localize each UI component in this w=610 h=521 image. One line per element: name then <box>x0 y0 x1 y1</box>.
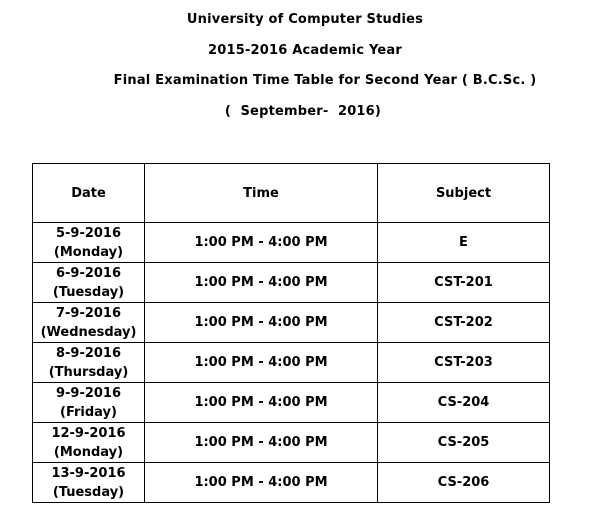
exam-day: (Tuesday) <box>52 284 125 300</box>
table-row <box>33 383 550 423</box>
time-cell: 1:00 PM - 4:00 PM <box>145 423 378 463</box>
date-cell <box>33 423 145 463</box>
exam-timetable <box>32 163 550 503</box>
academic-year: 2015-2016 Academic Year <box>207 43 402 58</box>
exam-date: 5-9-2016 <box>55 225 122 241</box>
exam-day: (Monday) <box>53 244 124 260</box>
date-cell <box>33 463 145 503</box>
table-row <box>33 303 550 343</box>
exam-day: (Thursday) <box>48 364 129 380</box>
column-header-subject: Subject <box>378 164 550 223</box>
exam-day: (Wednesday) <box>40 324 137 340</box>
timetable-title: Final Examination Time Table for Second Year ( B.C.Sc. ) <box>113 73 537 88</box>
column-header-time: Time <box>145 164 378 223</box>
date-cell <box>33 383 145 423</box>
time-cell: 1:00 PM - 4:00 PM <box>145 343 378 383</box>
table-row <box>33 343 550 383</box>
exam-day: (Tuesday) <box>52 484 125 500</box>
subject-cell: CST-203 <box>378 343 550 383</box>
date-cell <box>33 343 145 383</box>
time-cell: 1:00 PM - 4:00 PM <box>145 223 378 263</box>
subject-cell: CST-202 <box>378 303 550 343</box>
table-header-row <box>33 164 550 223</box>
column-header-date: Date <box>33 164 145 223</box>
exam-day: (Monday) <box>53 444 124 460</box>
university-name: University of Computer Studies <box>186 12 424 27</box>
date-cell <box>33 223 145 263</box>
table-row <box>33 423 550 463</box>
subject-cell: E <box>378 223 550 263</box>
date-cell <box>33 303 145 343</box>
subject-cell: CST-201 <box>378 263 550 303</box>
exam-date: 9-9-2016 <box>55 385 122 401</box>
time-cell: 1:00 PM - 4:00 PM <box>145 263 378 303</box>
subject-cell: CS-205 <box>378 423 550 463</box>
exam-date: 12-9-2016 <box>51 425 126 441</box>
exam-period: ( September- 2016) <box>224 104 382 119</box>
exam-date: 6-9-2016 <box>55 265 122 281</box>
time-cell: 1:00 PM - 4:00 PM <box>145 463 378 503</box>
subject-cell: CS-206 <box>378 463 550 503</box>
exam-date: 13-9-2016 <box>51 465 126 481</box>
table-row <box>33 263 550 303</box>
table-row <box>33 463 550 503</box>
table-row <box>33 223 550 263</box>
exam-day: (Friday) <box>60 404 117 420</box>
subject-cell: CS-204 <box>378 383 550 423</box>
exam-date: 8-9-2016 <box>55 345 122 361</box>
date-cell <box>33 263 145 303</box>
time-cell: 1:00 PM - 4:00 PM <box>145 303 378 343</box>
time-cell: 1:00 PM - 4:00 PM <box>145 383 378 423</box>
exam-date: 7-9-2016 <box>55 305 122 321</box>
